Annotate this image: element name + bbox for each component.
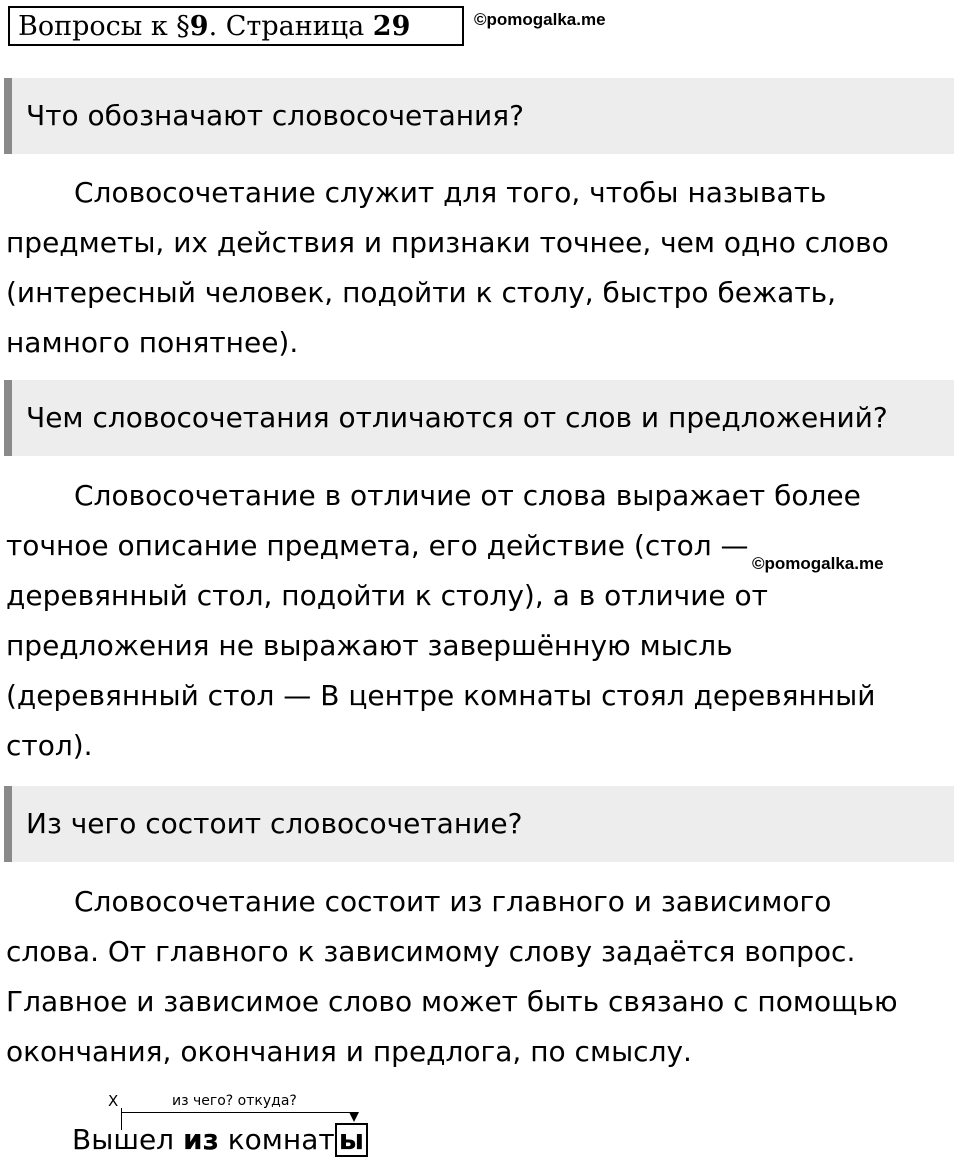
title-middle: . Страница bbox=[208, 11, 373, 42]
answer-3-line-3: Главное и зависимое слово может быть связано с помощью bbox=[6, 985, 898, 1018]
answer-2-line-1: Словосочетание в отличие от слова выражает более bbox=[74, 479, 861, 512]
answer-3-line-1: Словосочетание состоит из главного и зависимого bbox=[74, 885, 832, 918]
answer-1-line-1: Словосочетание служит для того, чтобы называть bbox=[74, 176, 827, 209]
page-number: 29 bbox=[372, 11, 411, 42]
watermark-top: ©pomogalka.me bbox=[474, 10, 606, 29]
question-text-2: Чем словосочетания отличаются от слов и предложений? bbox=[26, 401, 888, 434]
answer-paragraph-3 bbox=[6, 877, 954, 1077]
main-word-mark: X bbox=[108, 1092, 119, 1110]
scheme-preposition: из bbox=[182, 1123, 219, 1156]
phrase-parsing-scheme bbox=[0, 1090, 420, 1168]
question-text-1: Что обозначают словосочетания? bbox=[26, 99, 524, 132]
answer-1-line-4: намного понятнее). bbox=[6, 326, 299, 359]
question-bar-1 bbox=[4, 78, 954, 154]
scheme-word-2-ending: ы bbox=[335, 1123, 368, 1157]
answer-2-line-6: стол). bbox=[6, 729, 93, 762]
answer-1-line-2: предметы, их действия и признаки точнее, чем одно слово bbox=[6, 226, 889, 259]
answer-paragraph-2 bbox=[6, 471, 954, 771]
title-prefix: Вопросы к § bbox=[18, 11, 190, 42]
answer-2-line-4: предложения не выражают завершённую мысль bbox=[6, 629, 733, 662]
page-title bbox=[8, 6, 464, 46]
answer-paragraph-1 bbox=[6, 168, 954, 368]
question-bar-3 bbox=[4, 786, 954, 862]
scheme-question: из чего? откуда? bbox=[172, 1093, 297, 1109]
scheme-word-1: Вышел bbox=[72, 1123, 175, 1156]
watermark-mid: ©pomogalka.me bbox=[752, 554, 884, 573]
question-bar-2 bbox=[4, 380, 954, 456]
answer-1-line-3: (интересный человек, подойти к столу, быстро бежать, bbox=[6, 276, 837, 309]
scheme-arrow-line bbox=[121, 1112, 354, 1113]
answer-3-line-2: слова. От главного к зависимому слову задаётся вопрос. bbox=[6, 935, 856, 968]
answer-2-line-3: деревянный стол, подойти к столу), а в отличие от bbox=[6, 579, 768, 612]
answer-2-line-2: точное описание предмета, его действие (стол — bbox=[6, 529, 749, 562]
scheme-word-2-stem: комнат bbox=[227, 1123, 335, 1156]
question-text-3: Из чего состоит словосочетание? bbox=[26, 807, 523, 840]
answer-2-line-5: (деревянный стол — В центре комнаты стоял деревянный bbox=[6, 679, 876, 712]
scheme-sentence bbox=[72, 1120, 368, 1160]
section-number: 9 bbox=[189, 11, 209, 42]
answer-3-line-4: окончания, окончания и предлога, по смыслу. bbox=[6, 1035, 692, 1068]
